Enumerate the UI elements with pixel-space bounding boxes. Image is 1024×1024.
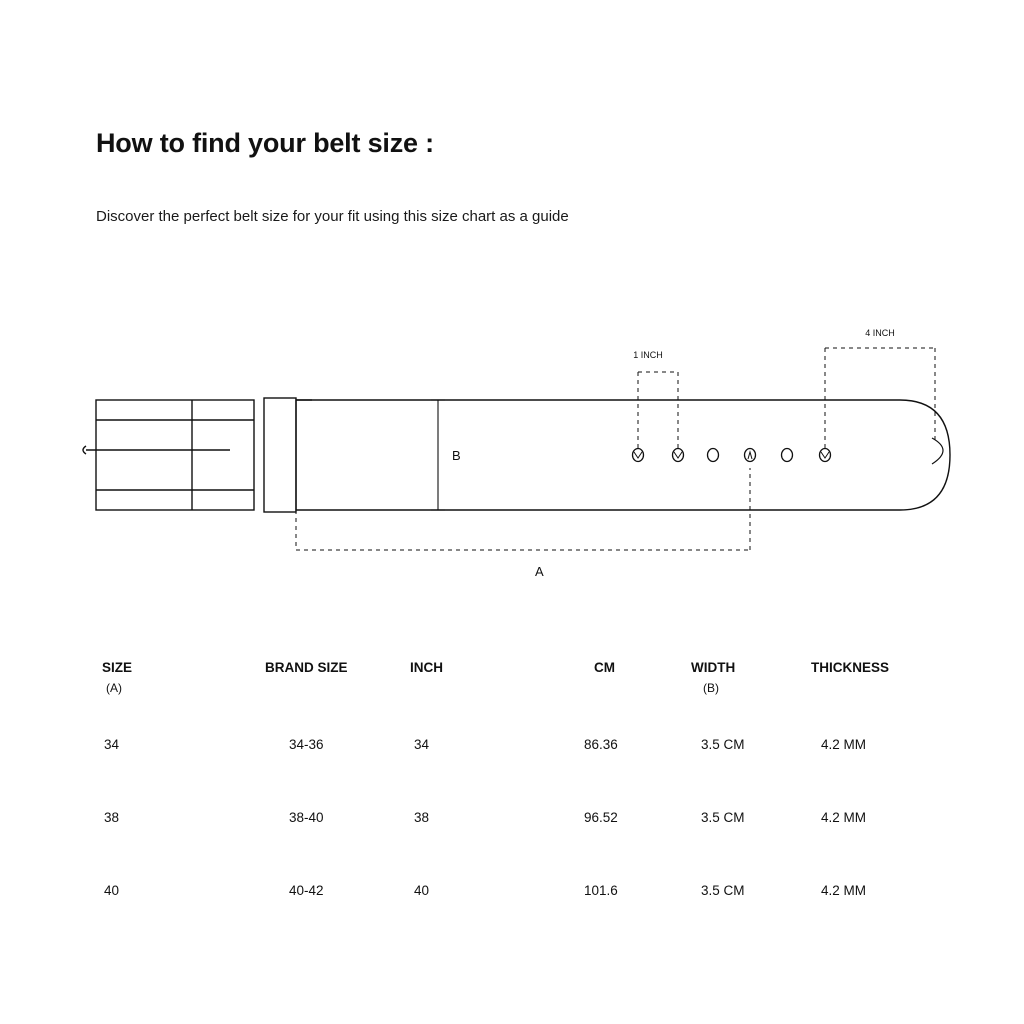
diagram-label-b: B xyxy=(452,448,461,463)
cell-brand-size: 34-36 xyxy=(289,737,324,752)
cell-size: 40 xyxy=(104,883,120,898)
belt-measurement-diagram xyxy=(60,310,980,610)
column-header-inch xyxy=(396,660,536,695)
cell-size: 34 xyxy=(104,737,120,752)
column-header-width-sub: (B) xyxy=(703,681,719,695)
diagram-label-four-inch: 4 INCH xyxy=(865,328,895,338)
cell-thickness: 4.2 MM xyxy=(821,810,867,825)
column-header-width-label: WIDTH xyxy=(691,660,736,675)
column-header-size-label: SIZE xyxy=(102,660,133,675)
size-chart-table xyxy=(96,660,936,898)
column-header-size xyxy=(96,660,231,695)
cell-width: 3.5 CM xyxy=(701,883,745,898)
column-header-thickness-label: THICKNESS xyxy=(811,660,890,675)
cell-width: 3.5 CM xyxy=(701,737,745,752)
table-row xyxy=(96,883,936,898)
column-header-thickness xyxy=(811,660,936,695)
table-header-row xyxy=(96,660,936,695)
table-spacer xyxy=(96,825,936,883)
cell-cm: 96.52 xyxy=(584,810,618,825)
page-title: How to find your belt size : xyxy=(96,128,434,158)
column-header-size-sub: (A) xyxy=(106,681,122,695)
column-header-brand-size xyxy=(231,660,396,695)
cell-cm: 101.6 xyxy=(584,883,618,898)
column-header-inch-label: INCH xyxy=(410,660,443,675)
cell-size: 38 xyxy=(104,810,120,825)
cell-inch: 40 xyxy=(414,883,430,898)
table-spacer xyxy=(96,752,936,810)
cell-cm: 86.36 xyxy=(584,737,618,752)
cell-inch: 34 xyxy=(414,737,430,752)
cell-thickness: 4.2 MM xyxy=(821,883,867,898)
cell-brand-size: 38-40 xyxy=(289,810,324,825)
cell-inch: 38 xyxy=(414,810,430,825)
cell-width: 3.5 CM xyxy=(701,810,745,825)
table-spacer xyxy=(96,695,936,737)
page-subtitle: Discover the perfect belt size for your fit using this size chart as a guide xyxy=(96,208,569,225)
size-chart-table-wrapper xyxy=(96,660,936,898)
table-row xyxy=(96,810,936,825)
cell-brand-size: 40-42 xyxy=(289,883,324,898)
column-header-cm-label: CM xyxy=(594,660,615,675)
table-row xyxy=(96,737,936,752)
column-header-width xyxy=(681,660,811,695)
column-header-brand-size-label: BRAND SIZE xyxy=(265,660,348,675)
diagram-label-one-inch: 1 INCH xyxy=(633,350,663,360)
diagram-label-a: A xyxy=(535,564,544,579)
column-header-cm xyxy=(536,660,681,695)
cell-thickness: 4.2 MM xyxy=(821,737,867,752)
